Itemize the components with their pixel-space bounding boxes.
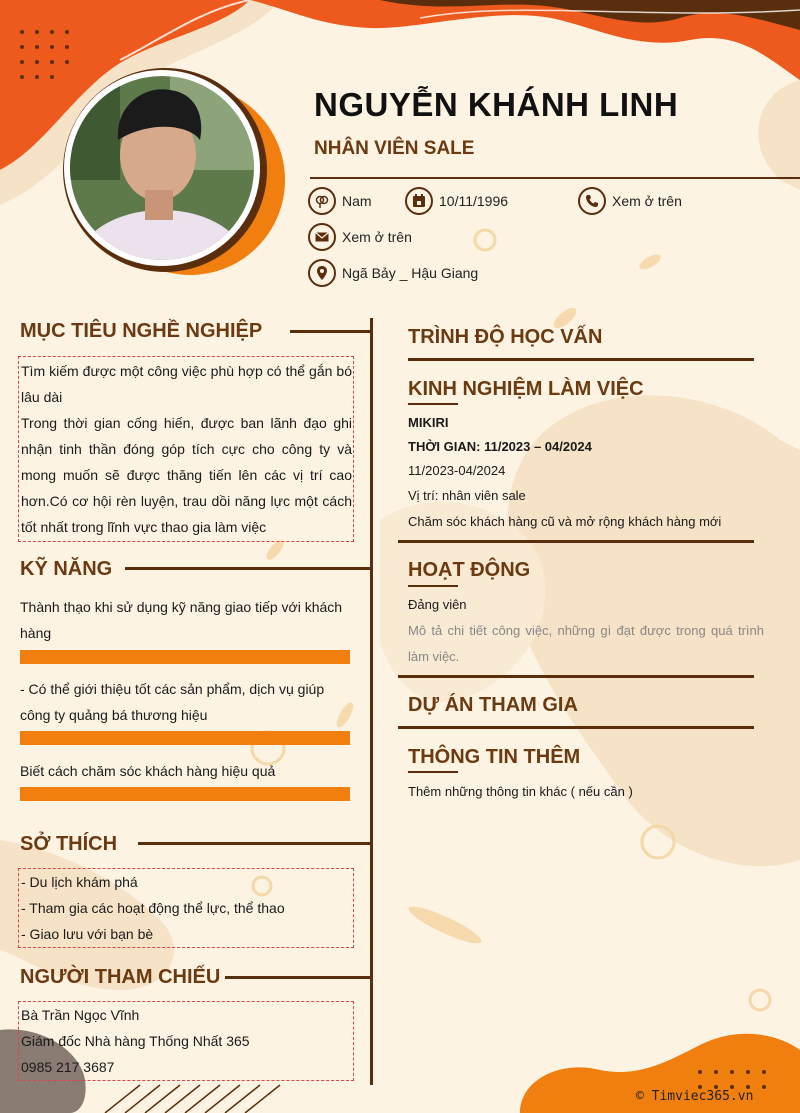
experience-bottom-rule (398, 540, 754, 543)
skill-item: - Có thể giới thiệu tốt các sản phẩm, dịch vụ giúp công ty quảng bá thương hiệu (20, 681, 325, 723)
objective-line: Tìm kiếm được một công việc phù hợp có thể gắn bó lâu dài (21, 363, 352, 405)
objective-rule (290, 330, 372, 333)
activity-placeholder: Mô tả chi tiết công việc, những gì đạt được trong quá trình làm việc. (408, 623, 764, 664)
birthday-value: 10/11/1996 (439, 193, 509, 209)
hobbies-box (18, 868, 354, 948)
email-value: Xem ở trên (342, 229, 412, 245)
experience-rule (408, 403, 458, 405)
phone-value: Xem ở trên (612, 193, 682, 209)
references-rule (225, 976, 372, 979)
address-row (308, 259, 478, 287)
experience-period: 11/2023-04/2024 (408, 463, 506, 478)
email-row (308, 223, 412, 251)
experience-position: Vị trí: nhân viên sale (408, 488, 526, 503)
location-icon (308, 259, 336, 287)
education-title: TRÌNH ĐỘ HỌC VẤN (408, 326, 603, 348)
activities-bottom-rule (398, 675, 754, 678)
hobby-item: - Tham gia các hoạt động thể lực, thể thao (21, 900, 285, 916)
skill-bar (20, 731, 350, 745)
hobby-item: - Du lịch khám phá (21, 874, 138, 890)
candidate-name: NGUYỄN KHÁNH LINH (314, 86, 679, 123)
activity-item: Đảng viên (408, 597, 467, 612)
reference-item: Bà Trần Ngọc Vĩnh (21, 1007, 140, 1023)
skill-bar (20, 650, 350, 664)
profile-photo (50, 60, 295, 275)
address-value: Ngã Bảy _ Hậu Giang (342, 265, 479, 281)
experience-period-label: THỜI GIAN: 11/2023 – 04/2024 (408, 439, 592, 454)
references-box (18, 1001, 354, 1081)
projects-title: DỰ ÁN THAM GIA (408, 694, 578, 716)
hobby-item: - Giao lưu với bạn bè (21, 926, 154, 942)
column-divider (370, 318, 373, 1085)
experience-company: MIKIRI (408, 415, 449, 430)
education-rule (408, 358, 754, 361)
birthday-row (405, 187, 508, 215)
calendar-icon (405, 187, 433, 215)
projects-rule (398, 726, 754, 729)
job-title: NHÂN VIÊN SALE (314, 138, 475, 159)
experience-title: KINH NGHIỆM LÀM VIỆC (408, 378, 644, 400)
skills-title: KỸ NĂNG (20, 558, 113, 580)
activities-rule (408, 585, 458, 587)
header-divider (310, 177, 800, 179)
email-icon (308, 223, 336, 251)
skills-rule (125, 567, 372, 570)
additional-title: THÔNG TIN THÊM (408, 746, 581, 768)
reference-item: 0985 217 3687 (21, 1059, 115, 1075)
gender-row (308, 187, 372, 215)
phone-row (578, 187, 682, 215)
gender-value: Nam (342, 193, 372, 209)
hobbies-title: SỞ THÍCH (20, 833, 118, 855)
skill-bar (20, 787, 350, 801)
reference-item: Giám đốc Nhà hàng Thống Nhất 365 (21, 1033, 250, 1049)
additional-rule (408, 771, 458, 773)
references-title: NGƯỜI THAM CHIẾU (20, 966, 221, 988)
hobbies-rule (138, 842, 372, 845)
gender-icon (308, 187, 336, 215)
phone-icon (578, 187, 606, 215)
objective-title: MỤC TIÊU NGHỀ NGHIỆP (20, 320, 263, 342)
objective-box (18, 356, 354, 542)
objective-line: Trong thời gian cống hiến, được ban lãnh đạo ghi nhận tinh thần đóng góp tích cực cho công ty và mong muốn sẽ được thăng tiến lên các vị trí cao hơn.Có cơ hội rèn luyện, trau dồi năng lực một cách tốt nhất trong lĩnh vực thao gia làm việc (21, 415, 352, 535)
watermark: © Timviec365.vn (636, 1089, 754, 1104)
experience-description: Chăm sóc khách hàng cũ và mở rộng khách hàng mới (408, 514, 722, 529)
activities-title: HOẠT ĐỘNG (408, 559, 531, 581)
skill-item: Biết cách chăm sóc khách hàng hiệu quả (20, 763, 276, 779)
skill-item: Thành thạo khi sử dụng kỹ năng giao tiếp với khách hàng (20, 599, 343, 641)
additional-text: Thêm những thông tin khác ( nếu cần ) (408, 784, 633, 799)
